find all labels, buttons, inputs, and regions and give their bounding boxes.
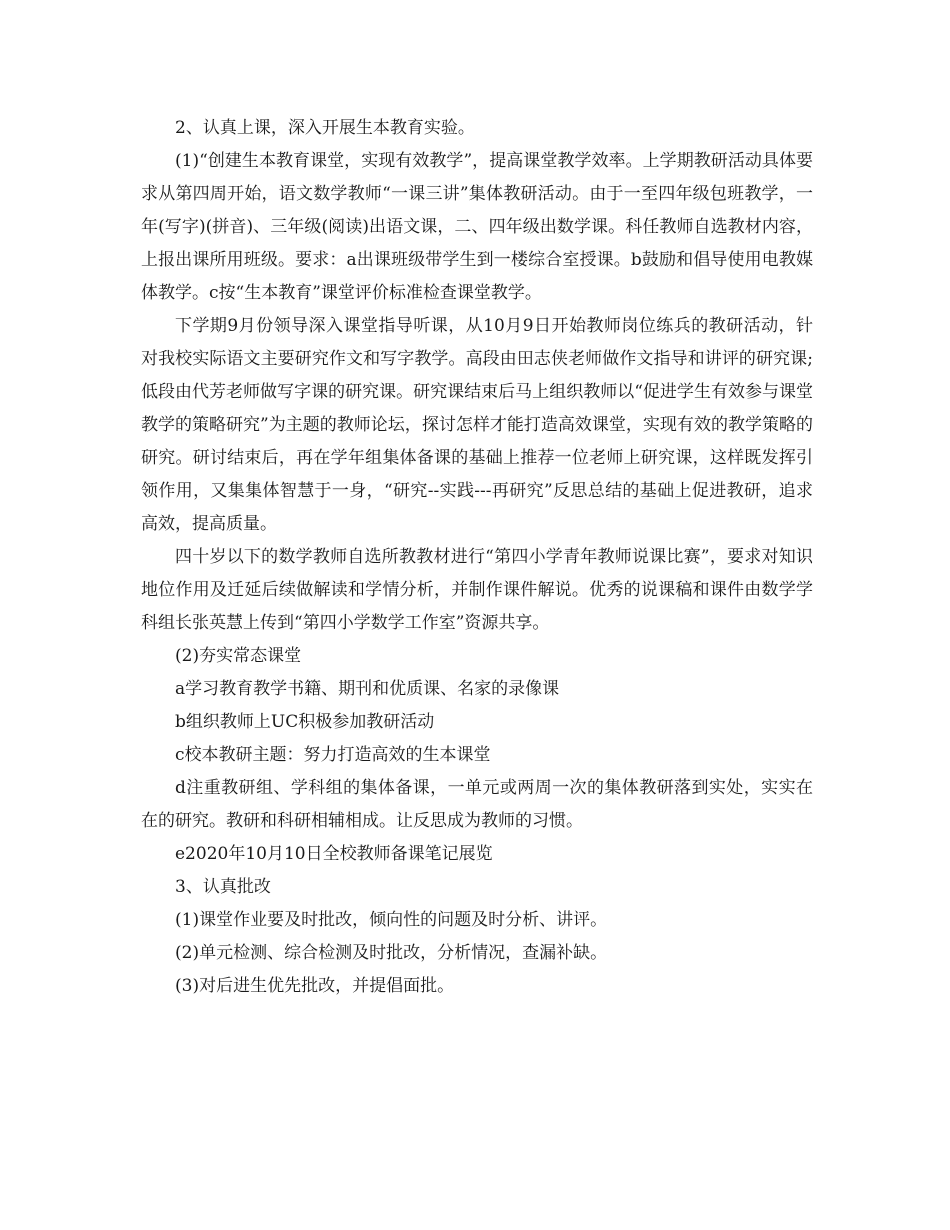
subheading-regular-classroom: (2)夯实常态课堂 [175,646,302,666]
document-page [141,112,813,1003]
grading-item-2: (2)单元检测、综合检测及时批改，分析情况，查漏补缺。 [175,943,608,963]
list-item-d: d注重教研组、学科组的集体备课，一单元或两周一次的集体教研落到实处，实实在在的研究。教研和科研相辅相成。让反思成为教师的习惯。 [141,778,813,831]
paragraph-second-semester: 下学期9月份领导深入课堂指导听课，从10月9日开始教师岗位练兵的教研活动，针对我校实际语文主要研究作文和写字教学。高段由田志侠老师做作文指导和讲评的研究课;低段由代芳老师做写字课的研究课。研究课结束后马上组织教师以“促进学生有效参与课堂教学的策略研究”为主题的教师论坛，探讨怎样才能打造高效课堂，实现有效的教学策略的研究。研讨结束后，再在学年组集体备课的基础上推荐一位老师上研究课，这样既发挥引领作用，又集集体智慧于一身，“研究--实践---再研究”反思总结的基础上促进教研，追求高效，提高质量。 [141,316,813,534]
grading-item-3: (3)对后进生优先批改，并提倡面批。 [175,976,455,996]
list-item-a: a学习教育教学书籍、期刊和优质课、名家的录像课 [175,679,560,699]
section-heading-2: 2、认真上课，深入开展生本教育实验。 [175,118,475,138]
list-item-b: b组织教师上UC积极参加教研活动 [175,712,435,732]
paragraph-create-classroom: (1)“创建生本教育课堂，实现有效教学”，提高课堂教学效率。上学期教研活动具体要求从第四周开始，语文数学教师“一课三讲”集体教研活动。由于一至四年级包班教学，一年(写字)(拼音)、三年级(阅读)出语文课，二、四年级出数学课。科任教师自选教材内容，上报出课所用班级。要求：a出课班级带学生到一楼综合室授课。b鼓励和倡导使用电教媒体教学。c按“生本教育”课堂评价标准检查课堂教学。 [141,151,813,303]
paragraph-math-competition: 四十岁以下的数学教师自选所教教材进行“第四小学青年教师说课比赛”，要求对知识地位作用及迁延后续做解读和学情分析，并制作课件解说。优秀的说课稿和课件由数学学科组长张英慧上传到“第四小学数学工作室”资源共享。 [141,547,813,633]
list-item-c: c校本教研主题：努力打造高效的生本课堂 [175,745,491,765]
grading-item-1: (1)课堂作业要及时批改，倾向性的问题及时分析、讲评。 [175,910,608,930]
list-item-e: e2020年10月10日全校教师备课笔记展览 [175,844,493,864]
section-heading-3: 3、认真批改 [175,877,271,897]
